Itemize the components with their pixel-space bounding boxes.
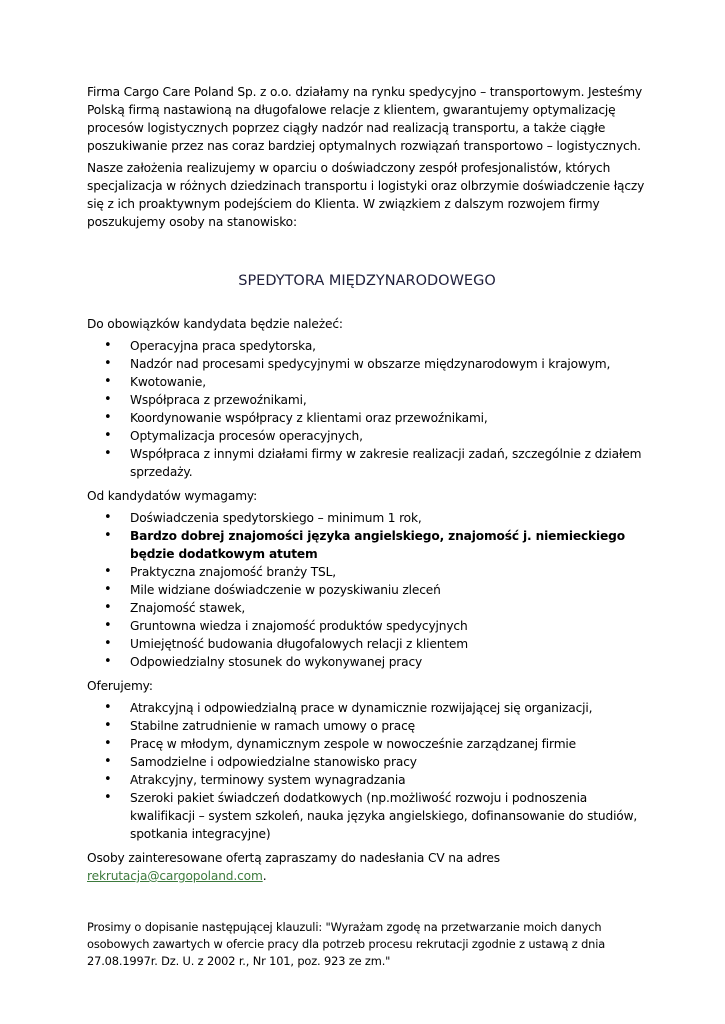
requirements-item-text: Odpowiedzialny stosunek do wykonywanej pracy xyxy=(130,655,423,669)
requirements-list-item xyxy=(87,617,647,635)
requirements-item-text-emphasized: Bardzo dobrej znajomości języka angielskiego, znajomość j. niemieckiego będzie dodatkowym atutem xyxy=(130,529,625,561)
offer-list-item xyxy=(87,771,647,789)
offer-item-text: Atrakcyjną i odpowiedzialną prace w dynamicznie rozwijającej się organizacji, xyxy=(130,701,593,715)
bullet-icon: • xyxy=(104,600,112,615)
email-link[interactable]: rekrutacja@cargopoland.com xyxy=(87,869,263,883)
requirements-item-text: Mile widziane doświadczenie w pozyskiwaniu zleceń xyxy=(130,583,441,597)
intro-paragraph-1: Firma Cargo Care Poland Sp. z o.o. działamy na rynku spedycyjno – transportowym. Jesteśmy Polską firmą nastawioną na długofalowe relacje z klientem, gwarantujemy optymalizację procesów logistycznych poprzez ciągły nadzór nad realizacją transportu, a także ciągłe poszukiwanie przez nas coraz bardziej optymalnych rozwiązań transportowo – logistycznych. xyxy=(87,85,643,153)
duties-item-text: Operacyjna praca spedytorska, xyxy=(130,339,316,353)
duties-list-item xyxy=(87,445,647,481)
requirements-list-item xyxy=(87,581,647,599)
bullet-icon: • xyxy=(104,356,112,371)
duties-item-text: Nadzór nad procesami spedycyjnymi w obszarze międzynarodowym i krajowym, xyxy=(130,357,611,371)
duties-item-text: Kwotowanie, xyxy=(130,375,206,389)
offer-item-text: Atrakcyjny, terminowy system wynagradzania xyxy=(130,773,406,787)
duties-list-item xyxy=(87,409,647,427)
bullet-icon: • xyxy=(104,428,112,443)
offer-list-item xyxy=(87,753,647,771)
offer-item-text: Pracę w młodym, dynamicznym zespole w nowocześnie zarządzanej firmie xyxy=(130,737,576,751)
bullet-icon: • xyxy=(104,636,112,651)
contact-text: Osoby zainteresowane ofertą zapraszamy do nadesłania CV na adres xyxy=(87,851,500,865)
bullet-icon: • xyxy=(104,338,112,353)
requirements-item-text: Praktyczna znajomość branży TSL, xyxy=(130,565,336,579)
bullet-icon: • xyxy=(104,772,112,787)
offer-list-item xyxy=(87,789,647,843)
bullet-icon: • xyxy=(104,736,112,751)
duties-item-text: Optymalizacja procesów operacyjnych, xyxy=(130,429,363,443)
offer-item-text: Stabilne zatrudnienie w ramach umowy o pracę xyxy=(130,719,416,733)
duties-list-item xyxy=(87,373,647,391)
requirements-item-text: Umiejętność budowania długofalowych relacji z klientem xyxy=(130,637,469,651)
bullet-icon: • xyxy=(104,528,112,543)
requirements-item-text: Doświadczenia spedytorskiego – minimum 1 rok, xyxy=(130,511,422,525)
contact-suffix: . xyxy=(262,869,267,883)
bullet-icon: • xyxy=(104,446,112,461)
duties-item-text: Koordynowanie współpracy z klientami oraz przewoźnikami, xyxy=(130,411,488,425)
duties-heading: Do obowiązków kandydata będzie należeć: xyxy=(87,317,343,331)
requirements-item-text: Gruntowna wiedza i znajomość produktów spedycyjnych xyxy=(130,619,468,633)
bullet-icon: • xyxy=(104,754,112,769)
job-title: SPEDYTORA MIĘDZYNARODOWEGO xyxy=(238,273,496,289)
requirements-list-item xyxy=(87,635,647,653)
bullet-icon: • xyxy=(104,700,112,715)
duties-list xyxy=(87,337,647,481)
bullet-icon: • xyxy=(104,718,112,733)
offer-heading: Oferujemy: xyxy=(87,679,153,693)
duties-item-text: Współpraca z przewoźnikami, xyxy=(130,393,307,407)
offer-list-item xyxy=(87,717,647,735)
duties-item-text: Współpraca z innymi działami firmy w zakresie realizacji zadań, szczególnie z działem sprzedaży. xyxy=(130,447,642,479)
duties-list-item xyxy=(87,427,647,445)
requirements-list-item xyxy=(87,563,647,581)
requirements-list-item xyxy=(87,509,647,527)
offer-item-text: Samodzielne i odpowiedzialne stanowisko pracy xyxy=(130,755,417,769)
contact-paragraph xyxy=(87,849,647,885)
bullet-icon: • xyxy=(104,392,112,407)
bullet-icon: • xyxy=(104,582,112,597)
document-page xyxy=(87,83,647,970)
requirements-list-item xyxy=(87,599,647,617)
bullet-icon: • xyxy=(104,374,112,389)
bullet-icon: • xyxy=(104,510,112,525)
duties-list-item xyxy=(87,337,647,355)
duties-list-item xyxy=(87,355,647,373)
offer-list xyxy=(87,699,647,843)
bullet-icon: • xyxy=(104,618,112,633)
offer-list-item xyxy=(87,699,647,717)
consent-clause: Prosimy o dopisanie następującej klauzuli: "Wyrażam zgodę na przetwarzanie moich danych osobowych zawartych w ofercie pracy dla potrzeb procesu rekrutacji zgodnie z ustawą z dnia 27.08.1997r. Dz. U. z 2002 r., Nr 101, poz. 923 ze zm." xyxy=(87,920,606,968)
bullet-icon: • xyxy=(104,564,112,579)
bullet-icon: • xyxy=(104,790,112,805)
offer-list-item xyxy=(87,735,647,753)
duties-list-item xyxy=(87,391,647,409)
offer-item-text: Szeroki pakiet świadczeń dodatkowych (np.możliwość rozwoju i podnoszenia kwalifikacji – system szkoleń, nauka języka angielskiego, dofinansowanie do studiów, spotkania integracyjne) xyxy=(130,791,638,841)
bullet-icon: • xyxy=(104,654,112,669)
requirements-list xyxy=(87,509,647,671)
requirements-heading: Od kandydatów wymagamy: xyxy=(87,489,258,503)
intro-paragraph-2: Nasze założenia realizujemy w oparciu o doświadczony zespół profesjonalistów, których specjalizacja w różnych dziedzinach transportu i logistyki oraz olbrzymie doświadczenie łączy się z ich proaktywnym podejściem do Klienta. W związkiem z dalszym rozwojem firmy poszukujemy osoby na stanowisko: xyxy=(87,161,645,229)
requirements-item-text: Znajomość stawek, xyxy=(130,601,246,615)
requirements-list-item xyxy=(87,653,647,671)
bullet-icon: • xyxy=(104,410,112,425)
requirements-list-item xyxy=(87,527,647,563)
